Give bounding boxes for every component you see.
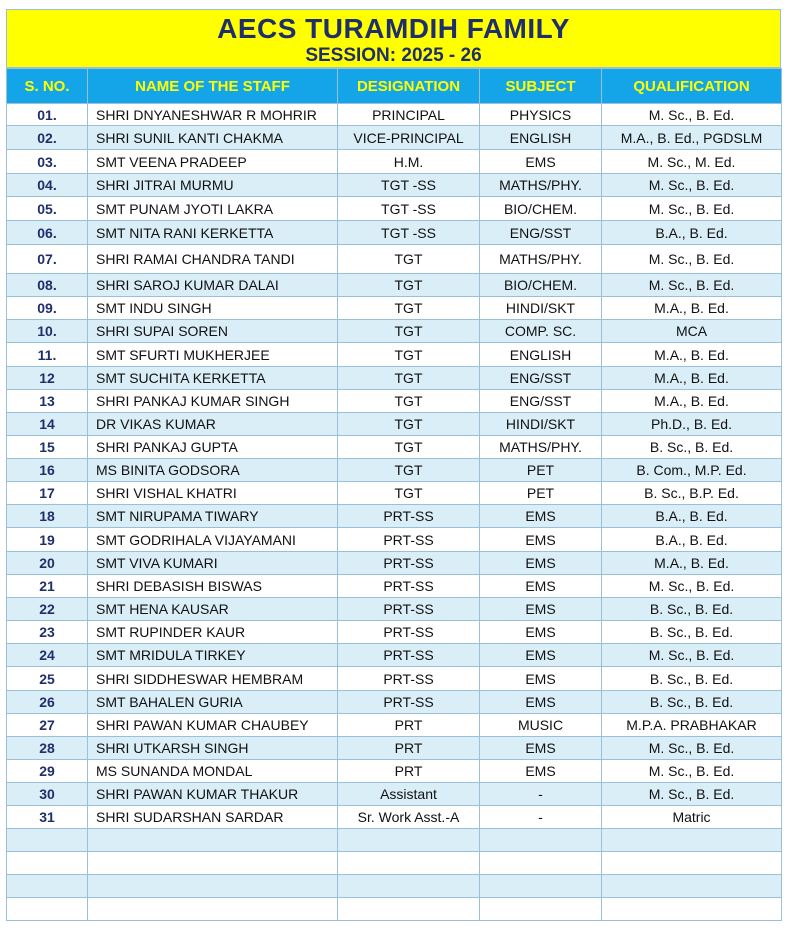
cell-designation: TGT -SS xyxy=(338,221,480,245)
cell-qualification: Matric xyxy=(602,806,782,829)
cell-designation: PRT-SS xyxy=(338,667,480,691)
table-row xyxy=(7,760,782,783)
cell-designation: PRT-SS xyxy=(338,598,480,621)
cell-qualification: M.A., B. Ed., PGDSLM xyxy=(602,126,782,150)
table-row xyxy=(7,575,782,598)
cell-name: SHRI JITRAI MURMU xyxy=(88,174,338,197)
cell-designation: TGT xyxy=(338,320,480,343)
cell-subject xyxy=(480,898,602,921)
cell-qualification: M. Sc., B. Ed. xyxy=(602,644,782,667)
cell-sno: 15 xyxy=(7,436,88,459)
table-row xyxy=(7,644,782,667)
cell-name: SHRI DNYANESHWAR R MOHRIR xyxy=(88,104,338,126)
table-row xyxy=(7,598,782,621)
table-row xyxy=(7,150,782,174)
cell-subject: MATHS/PHY. xyxy=(480,174,602,197)
cell-name: SHRI SAROJ KUMAR DALAI xyxy=(88,274,338,297)
cell-subject: PHYSICS xyxy=(480,104,602,126)
cell-subject: EMS xyxy=(480,505,602,528)
table-row xyxy=(7,875,782,898)
cell-qualification: M.A., B. Ed. xyxy=(602,390,782,413)
cell-subject: BIO/CHEM. xyxy=(480,197,602,221)
staff-table-body xyxy=(7,104,782,921)
cell-name: SHRI PANKAJ GUPTA xyxy=(88,436,338,459)
cell-qualification: B. Sc., B. Ed. xyxy=(602,691,782,714)
table-row xyxy=(7,714,782,737)
cell-sno: 02. xyxy=(7,126,88,150)
cell-name: SMT MRIDULA TIRKEY xyxy=(88,644,338,667)
cell-sno: 13 xyxy=(7,390,88,413)
cell-designation: PRT-SS xyxy=(338,575,480,598)
title-banner xyxy=(6,9,781,68)
cell-sno: 04. xyxy=(7,174,88,197)
cell-qualification: M. Sc., B. Ed. xyxy=(602,245,782,274)
cell-subject: EMS xyxy=(480,621,602,644)
cell-subject: EMS xyxy=(480,760,602,783)
page-title: AECS TURAMDIH FAMILY xyxy=(217,13,570,44)
cell-qualification: M. Sc., B. Ed. xyxy=(602,104,782,126)
col-header-designation: DESIGNATION xyxy=(338,69,480,104)
cell-name: SMT VIVA KUMARI xyxy=(88,552,338,575)
cell-designation: TGT xyxy=(338,459,480,482)
cell-sno: 19 xyxy=(7,528,88,552)
table-row xyxy=(7,197,782,221)
cell-name: SMT VEENA PRADEEP xyxy=(88,150,338,174)
cell-designation: Assistant xyxy=(338,783,480,806)
cell-subject xyxy=(480,829,602,852)
cell-designation: PRT-SS xyxy=(338,644,480,667)
cell-sno xyxy=(7,852,88,875)
table-row xyxy=(7,297,782,320)
cell-subject: - xyxy=(480,806,602,829)
cell-sno: 31 xyxy=(7,806,88,829)
cell-designation xyxy=(338,852,480,875)
table-row xyxy=(7,852,782,875)
table-row xyxy=(7,174,782,197)
cell-sno: 29 xyxy=(7,760,88,783)
cell-sno: 22 xyxy=(7,598,88,621)
cell-sno: 03. xyxy=(7,150,88,174)
cell-subject: ENG/SST xyxy=(480,367,602,390)
cell-name: SHRI SUDARSHAN SARDAR xyxy=(88,806,338,829)
cell-sno: 28 xyxy=(7,737,88,760)
cell-qualification: B.A., B. Ed. xyxy=(602,221,782,245)
cell-subject: MUSIC xyxy=(480,714,602,737)
cell-name: SMT RUPINDER KAUR xyxy=(88,621,338,644)
cell-designation: PRT xyxy=(338,737,480,760)
cell-qualification: M.A., B. Ed. xyxy=(602,367,782,390)
cell-sno: 27 xyxy=(7,714,88,737)
cell-sno: 30 xyxy=(7,783,88,806)
cell-sno: 12 xyxy=(7,367,88,390)
cell-qualification xyxy=(602,875,782,898)
cell-sno: 25 xyxy=(7,667,88,691)
table-row xyxy=(7,806,782,829)
cell-sno xyxy=(7,829,88,852)
table-row xyxy=(7,104,782,126)
cell-qualification: B. Sc., B. Ed. xyxy=(602,621,782,644)
cell-sno: 11. xyxy=(7,343,88,367)
cell-name: MS BINITA GODSORA xyxy=(88,459,338,482)
cell-subject: EMS xyxy=(480,598,602,621)
col-header-name: NAME OF THE STAFF xyxy=(88,69,338,104)
cell-sno: 16 xyxy=(7,459,88,482)
cell-subject: EMS xyxy=(480,691,602,714)
cell-qualification: M. Sc., B. Ed. xyxy=(602,197,782,221)
cell-name: SHRI UTKARSH SINGH xyxy=(88,737,338,760)
cell-designation: VICE-PRINCIPAL xyxy=(338,126,480,150)
cell-name: SHRI DEBASISH BISWAS xyxy=(88,575,338,598)
cell-subject: EMS xyxy=(480,737,602,760)
cell-sno: 07. xyxy=(7,245,88,274)
cell-designation: H.M. xyxy=(338,150,480,174)
cell-designation: TGT -SS xyxy=(338,197,480,221)
cell-subject: ENGLISH xyxy=(480,126,602,150)
cell-sno xyxy=(7,875,88,898)
cell-subject xyxy=(480,875,602,898)
cell-sno: 05. xyxy=(7,197,88,221)
cell-name: SMT BAHALEN GURIA xyxy=(88,691,338,714)
cell-name: SHRI RAMAI CHANDRA TANDI xyxy=(88,245,338,274)
cell-subject: PET xyxy=(480,459,602,482)
cell-designation: PRT-SS xyxy=(338,552,480,575)
cell-qualification: MCA xyxy=(602,320,782,343)
staff-table xyxy=(6,68,782,921)
cell-designation: Sr. Work Asst.-A xyxy=(338,806,480,829)
cell-name: SMT SUCHITA KERKETTA xyxy=(88,367,338,390)
cell-subject: COMP. SC. xyxy=(480,320,602,343)
cell-name: SMT GODRIHALA VIJAYAMANI xyxy=(88,528,338,552)
table-row xyxy=(7,274,782,297)
cell-designation: TGT xyxy=(338,297,480,320)
col-header-qualification: QUALIFICATION xyxy=(602,69,782,104)
table-row xyxy=(7,390,782,413)
table-row xyxy=(7,737,782,760)
cell-sno: 23 xyxy=(7,621,88,644)
cell-qualification: B. Sc., B.P. Ed. xyxy=(602,482,782,505)
cell-designation: PRT-SS xyxy=(338,528,480,552)
cell-designation: PRT-SS xyxy=(338,691,480,714)
cell-qualification: M.A., B. Ed. xyxy=(602,297,782,320)
cell-designation: PRT xyxy=(338,714,480,737)
cell-qualification: Ph.D., B. Ed. xyxy=(602,413,782,436)
cell-sno: 09. xyxy=(7,297,88,320)
cell-subject: ENG/SST xyxy=(480,221,602,245)
cell-designation xyxy=(338,898,480,921)
cell-name: SMT PUNAM JYOTI LAKRA xyxy=(88,197,338,221)
cell-name: SHRI SIDDHESWAR HEMBRAM xyxy=(88,667,338,691)
cell-subject: EMS xyxy=(480,667,602,691)
cell-qualification: M. Sc., B. Ed. xyxy=(602,760,782,783)
cell-subject: EMS xyxy=(480,552,602,575)
table-row xyxy=(7,367,782,390)
table-row xyxy=(7,528,782,552)
cell-subject: PET xyxy=(480,482,602,505)
cell-designation: TGT xyxy=(338,367,480,390)
cell-qualification: B.A., B. Ed. xyxy=(602,528,782,552)
cell-subject: ENGLISH xyxy=(480,343,602,367)
cell-qualification: M. Sc., B. Ed. xyxy=(602,575,782,598)
table-row xyxy=(7,829,782,852)
cell-qualification: M.P.A. PRABHAKAR xyxy=(602,714,782,737)
cell-name xyxy=(88,829,338,852)
cell-name: SHRI VISHAL KHATRI xyxy=(88,482,338,505)
table-row xyxy=(7,320,782,343)
cell-sno: 24 xyxy=(7,644,88,667)
cell-subject: BIO/CHEM. xyxy=(480,274,602,297)
cell-designation: TGT xyxy=(338,413,480,436)
cell-sno: 26 xyxy=(7,691,88,714)
cell-designation xyxy=(338,875,480,898)
cell-name: SHRI SUPAI SOREN xyxy=(88,320,338,343)
table-row xyxy=(7,245,782,274)
cell-subject: HINDI/SKT xyxy=(480,297,602,320)
table-row xyxy=(7,505,782,528)
cell-designation xyxy=(338,829,480,852)
cell-subject: MATHS/PHY. xyxy=(480,436,602,459)
cell-name xyxy=(88,852,338,875)
cell-designation: TGT xyxy=(338,245,480,274)
cell-name: SMT NIRUPAMA TIWARY xyxy=(88,505,338,528)
session-subtitle: SESSION: 2025 - 26 xyxy=(305,45,482,66)
table-row xyxy=(7,221,782,245)
staff-sheet xyxy=(6,9,781,921)
cell-qualification: M. Sc., B. Ed. xyxy=(602,783,782,806)
cell-qualification: B. Sc., B. Ed. xyxy=(602,667,782,691)
cell-designation: PRT xyxy=(338,760,480,783)
table-row xyxy=(7,482,782,505)
cell-designation: TGT xyxy=(338,274,480,297)
table-row xyxy=(7,126,782,150)
cell-designation: TGT xyxy=(338,343,480,367)
col-header-subject: SUBJECT xyxy=(480,69,602,104)
cell-subject: EMS xyxy=(480,575,602,598)
cell-name: SHRI PANKAJ KUMAR SINGH xyxy=(88,390,338,413)
cell-subject xyxy=(480,852,602,875)
cell-qualification: B. Com., M.P. Ed. xyxy=(602,459,782,482)
cell-designation: PRT-SS xyxy=(338,621,480,644)
cell-designation: PRINCIPAL xyxy=(338,104,480,126)
cell-qualification: M. Sc., B. Ed. xyxy=(602,274,782,297)
cell-name: SMT SFURTI MUKHERJEE xyxy=(88,343,338,367)
table-row xyxy=(7,621,782,644)
cell-sno: 08. xyxy=(7,274,88,297)
cell-sno: 01. xyxy=(7,104,88,126)
cell-designation: TGT -SS xyxy=(338,174,480,197)
table-row xyxy=(7,459,782,482)
table-row xyxy=(7,691,782,714)
cell-name: SHRI SUNIL KANTI CHAKMA xyxy=(88,126,338,150)
cell-sno: 18 xyxy=(7,505,88,528)
cell-qualification: B. Sc., B. Ed. xyxy=(602,436,782,459)
cell-name: SHRI PAWAN KUMAR THAKUR xyxy=(88,783,338,806)
cell-subject: HINDI/SKT xyxy=(480,413,602,436)
cell-sno: 21 xyxy=(7,575,88,598)
cell-name xyxy=(88,875,338,898)
cell-qualification xyxy=(602,898,782,921)
cell-qualification xyxy=(602,829,782,852)
cell-subject: EMS xyxy=(480,528,602,552)
cell-name: SHRI PAWAN KUMAR CHAUBEY xyxy=(88,714,338,737)
cell-name: DR VIKAS KUMAR xyxy=(88,413,338,436)
col-header-sno: S. NO. xyxy=(7,69,88,104)
cell-name: SMT INDU SINGH xyxy=(88,297,338,320)
cell-sno: 20 xyxy=(7,552,88,575)
cell-qualification: M. Sc., M. Ed. xyxy=(602,150,782,174)
cell-subject: EMS xyxy=(480,150,602,174)
cell-subject: MATHS/PHY. xyxy=(480,245,602,274)
table-row xyxy=(7,552,782,575)
cell-qualification: M.A., B. Ed. xyxy=(602,343,782,367)
cell-qualification: B. Sc., B. Ed. xyxy=(602,598,782,621)
cell-qualification: B.A., B. Ed. xyxy=(602,505,782,528)
cell-subject: EMS xyxy=(480,644,602,667)
cell-designation: TGT xyxy=(338,436,480,459)
cell-designation: TGT xyxy=(338,390,480,413)
cell-qualification xyxy=(602,852,782,875)
cell-name: MS SUNANDA MONDAL xyxy=(88,760,338,783)
cell-sno: 06. xyxy=(7,221,88,245)
cell-qualification: M. Sc., B. Ed. xyxy=(602,737,782,760)
table-row xyxy=(7,413,782,436)
cell-qualification: M.A., B. Ed. xyxy=(602,552,782,575)
cell-subject: - xyxy=(480,783,602,806)
table-row xyxy=(7,667,782,691)
cell-designation: TGT xyxy=(338,482,480,505)
cell-name: SMT HENA KAUSAR xyxy=(88,598,338,621)
header-row xyxy=(7,69,782,104)
table-row xyxy=(7,898,782,921)
table-row xyxy=(7,343,782,367)
table-row xyxy=(7,436,782,459)
cell-qualification: M. Sc., B. Ed. xyxy=(602,174,782,197)
cell-name xyxy=(88,898,338,921)
cell-designation: PRT-SS xyxy=(338,505,480,528)
cell-name: SMT NITA RANI KERKETTA xyxy=(88,221,338,245)
cell-sno xyxy=(7,898,88,921)
table-row xyxy=(7,783,782,806)
cell-sno: 14 xyxy=(7,413,88,436)
cell-sno: 17 xyxy=(7,482,88,505)
cell-subject: ENG/SST xyxy=(480,390,602,413)
cell-sno: 10. xyxy=(7,320,88,343)
